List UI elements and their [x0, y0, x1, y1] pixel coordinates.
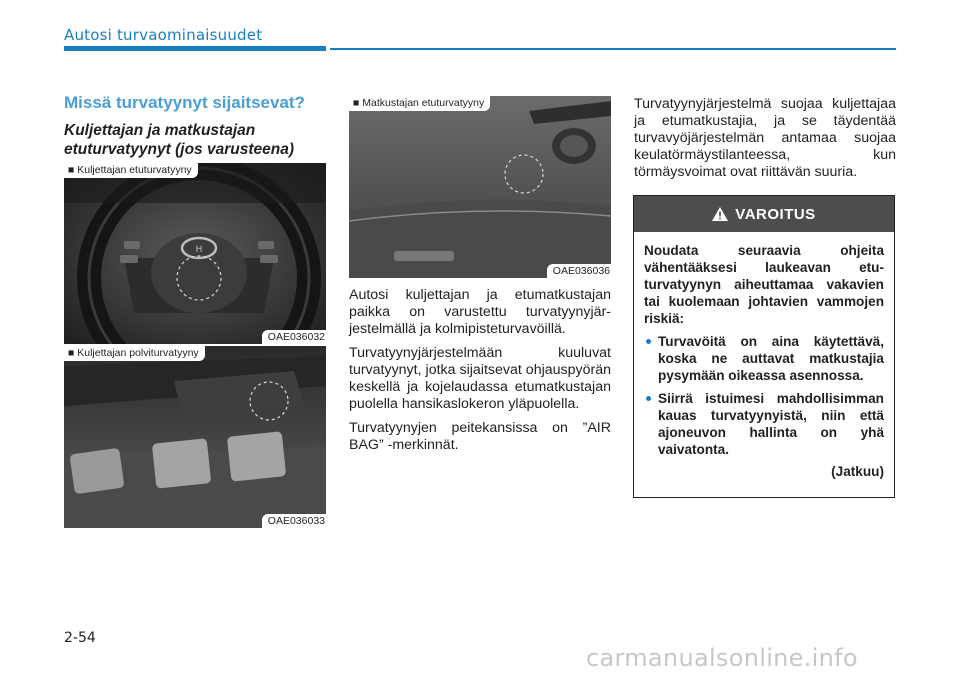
section-header: Autosi turvaominaisuudet [64, 26, 263, 44]
warning-body [634, 232, 894, 479]
steering-wheel-illustration [64, 163, 326, 344]
figure-label: ■ Matkustajan etuturvatyyny [349, 96, 490, 111]
passenger-airbag-figure [349, 96, 611, 278]
header-rule-thin [330, 48, 896, 50]
warning-triangle-icon [712, 207, 728, 221]
figure-code: OAE036032 [262, 330, 326, 344]
column-3-text [634, 96, 896, 188]
section-subtitle: Kuljettajan ja matkustajan etuturvatyynyt (jos varusteena) [64, 122, 294, 158]
continued-label: (Jatkuu) [831, 464, 884, 479]
list-item: Turvavöitä on aina käytettävä, koska ne auttavat matkustajia pysymään oikeassa asennossa. [644, 333, 884, 384]
figure-code: OAE036033 [262, 514, 326, 528]
paragraph: Turvatyynyjärjestelmään kuuluvat turvatyynyt, jotka sijaitsevat ohjauspyörän keskellä ja kojelaudassa etumatkustajan puolella hansikaslokeron yläpuolella. [349, 345, 611, 412]
page-number: 2-54 [64, 630, 96, 646]
dashboard-illustration [349, 96, 611, 278]
column-2-text [349, 287, 611, 461]
knee-airbag-illustration [64, 346, 326, 528]
figure-label: ■ Kuljettajan etuturvatyyny [64, 163, 198, 178]
warning-intro: Noudata seuraavia ohjeita vähentääksesi laukeavan etuturvatyynyn aiheuttamaa vakavien tai kuolemaan johtavien vammojen riskiä: [644, 243, 884, 326]
section-title: Missä turvatyynyt sijaitsevat? [64, 93, 305, 112]
paragraph: Turvatyynyjärjestelmä suojaa kuljettajaa ja etumatkustajia, ja se täydentää turvavyöjärjestelmän antamaa suojaa keulatörmäystilanteessa, kun törmäysvoimat ovat riittävän suuria. [634, 96, 896, 180]
paragraph: Autosi kuljettajan ja etumatkustajan paikka on varustettu turvatyynyjärjestelmällä ja kolmipisteturvavöillä. [349, 287, 611, 337]
svg-text:H: H [195, 245, 203, 255]
header-rule-thick [64, 46, 326, 51]
warning-title: VAROITUS [735, 205, 816, 223]
warning-list [644, 333, 884, 458]
figure-code: OAE036036 [547, 264, 611, 278]
paragraph: Turvatyynyjen peitekansissa on ”AIR BAG” -merkinnät. [349, 420, 611, 453]
driver-airbag-figure [64, 163, 326, 344]
knee-airbag-figure [64, 346, 326, 528]
warning-box [633, 195, 895, 498]
figure-label: ■ Kuljettajan polviturvatyyny [64, 346, 205, 361]
list-item: Siirrä istuimesi mahdollisimman kauas turvatyynyistä, niin että ajoneuvon hallinta on yhä vaivatonta. [644, 390, 884, 458]
warning-header [634, 196, 894, 232]
watermark: carmanualsonline.info [586, 644, 858, 672]
